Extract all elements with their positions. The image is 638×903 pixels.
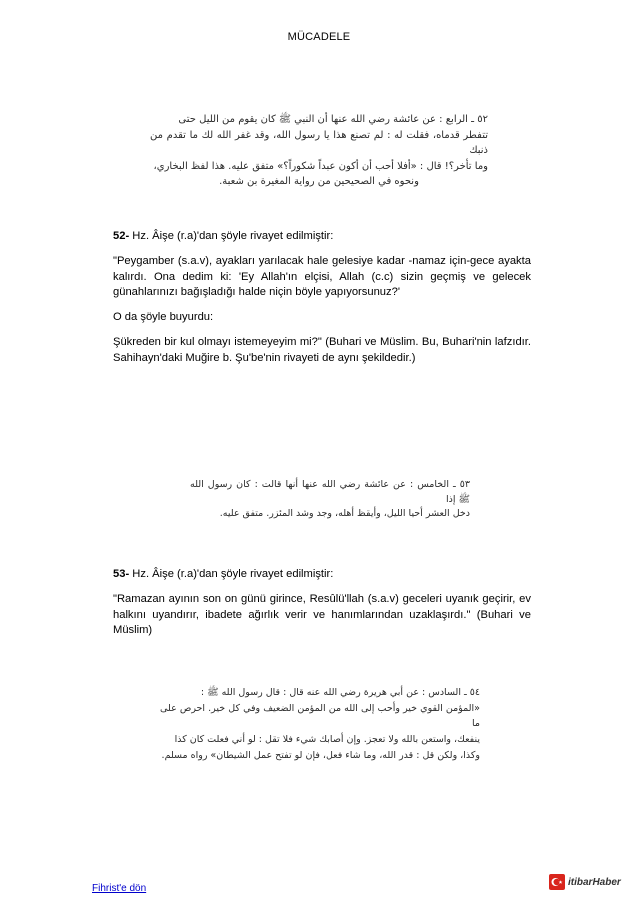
section-53 xyxy=(113,567,531,648)
hadith-intro: Hz. Âişe (r.a)'dan şöyle rivayet edilmiştir: xyxy=(129,568,334,580)
arabic-text-53 xyxy=(190,478,470,522)
arabic-line: ونحوه في الصحيحين من رواية المغيرة بن شعبة. xyxy=(219,176,419,187)
hadith-number: 52- xyxy=(113,230,130,242)
arabic-line: وما تأخر؟! قال : «أفلا أحب أن أكون عبداً شكوراً؟» متفق عليه. هذا لفظ البخاري، xyxy=(153,160,488,172)
arabic-line: وكذا، ولكن قل : قدر الله، وما شاء فعل، فإن لو تفتح عمل الشيطان» رواه مسلم. xyxy=(161,749,480,761)
arabic-line: ٥٢ ـ الرابع : عن عائشة رضي الله عنها أن النبي ﷺ كان يقوم من الليل حتى xyxy=(178,114,488,125)
section-52 xyxy=(113,229,531,376)
arabic-line: ٥٣ ـ الخامس : عن عائشة رضي الله عنها أنها قالت : كان رسول الله ﷺ إذا xyxy=(190,479,470,505)
page-title: MÜCADELE xyxy=(287,31,351,43)
section-52-title xyxy=(113,229,531,245)
paragraph: "Ramazan ayının son on günü girince, Resûlü'llah (s.a.v) geceleri uyanık geçirir, ev halkını uyandırır, ibadete ağırlık verir ve hanımlarından uzaklaşırdı." (Buhari ve Müslim) xyxy=(113,592,531,637)
arabic-line: ينفعك، واستعن بالله ولا تعجز. وإن أصابك شيء فلا تقل : لو أني فعلت كان كذا xyxy=(174,734,480,746)
paragraph: Şükreden bir kul olmayı istemeyeyim mi?" (Buhari ve Müslim. Bu, Buhari'nin lafzıdır. Sahihayn'daki Muğire b. Şu'be'nin rivayeti de aynı şekildedir.) xyxy=(113,335,531,364)
logo-text: itibarHaber xyxy=(568,876,621,888)
arabic-line: تتفطر قدماه، فقلت له : لم تصنع هذا يا رسول الله، وقد غفر الله لك ما تقدم من ذنبك xyxy=(150,129,488,156)
arabic-line: «المؤمن القوي خير وأحب إلى الله من المؤمن الضعيف وفي كل خير. احرص على ما xyxy=(160,702,480,730)
back-to-index-link[interactable]: Fihrist'e dön xyxy=(92,883,147,894)
arabic-line: دخل العشر أحيا الليل، وأيقظ أهله، وجد وشد المئزر. متفق عليه. xyxy=(219,508,470,520)
hadith-intro: Hz. Âişe (r.a)'dan şöyle rivayet edilmiştir: xyxy=(129,230,334,242)
arabic-text-52 xyxy=(150,112,488,190)
arabic-line: ٥٤ ـ السادس : عن أبي هريرة رضي الله عنه قال : قال رسول الله ﷺ : xyxy=(200,687,480,698)
flag-logo-icon xyxy=(549,874,565,890)
paragraph: "Peygamber (s.a.v), ayakları yarılacak hale gelesiye kadar -namaz için-gece ayakta kalırdı. Ona dedim ki: 'Ey Allah'ın elçisi, Allah (c.c) sizin geçmiş ve gelecek günahlarınızı bağışladığı halde niçin böyle yapıyorsunuz?' xyxy=(113,254,531,299)
itibarhaber-logo xyxy=(549,872,629,892)
arabic-text-54 xyxy=(160,685,480,763)
section-53-title xyxy=(113,567,531,583)
hadith-number: 53- xyxy=(113,568,130,580)
paragraph: O da şöyle buyurdu: xyxy=(113,311,214,324)
